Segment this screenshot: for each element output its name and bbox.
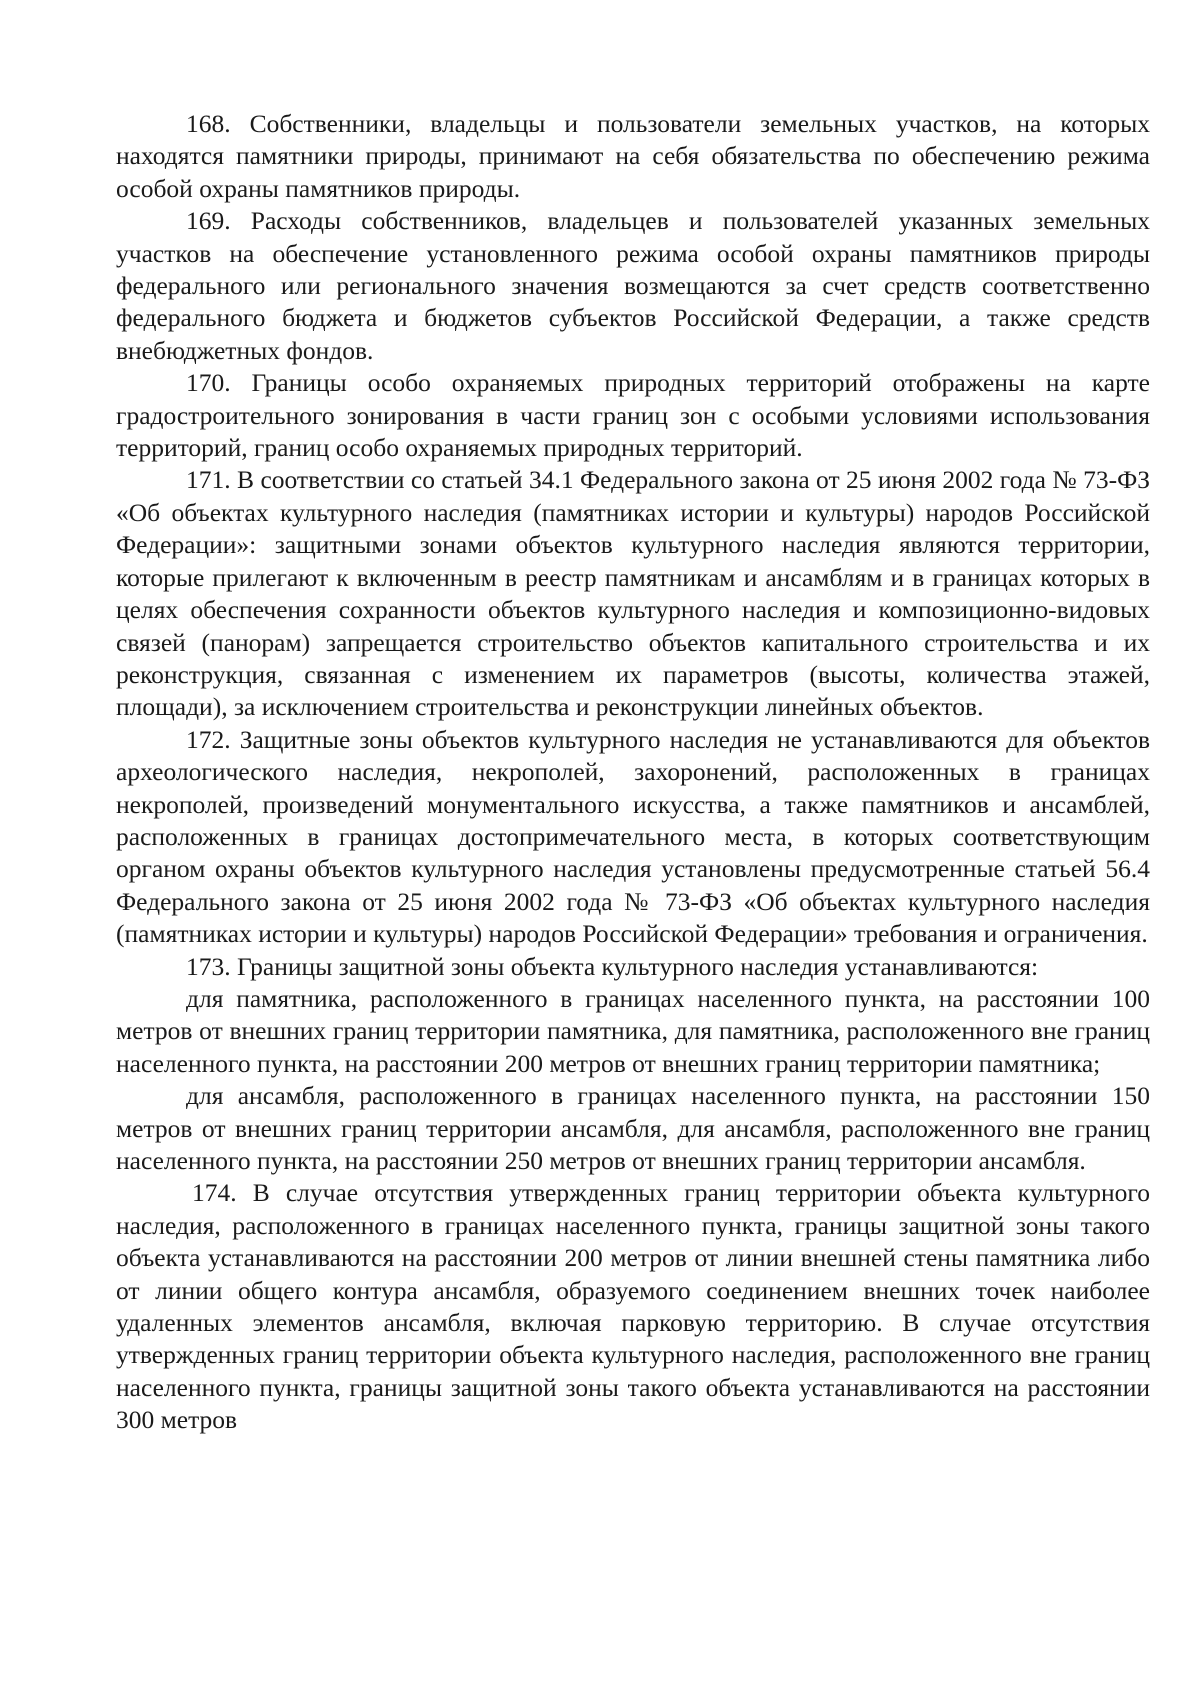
paragraph-169: 169. Расходы собственников, владельцев и пользователей указанных земельных участков на обеспечение установленного режима особой охраны памятников природы федерального или регионального значения возмещаются за счет средств соответственно федерального бюджета и бюджетов субъектов Российской Федерации, а также средств внебюджетных фондов. bbox=[116, 206, 1150, 365]
paragraph-174: 174. В случае отсутствия утвержденных границ территории объекта культурного наследия, расположенного в границах населенного пункта, границы защитной зоны такого объекта устанавливаются на расстоянии 200 метров от линии внешней стены памятника либо от линии общего контура ансамбля, образуемого соединением внешних точек наиболее удаленных элементов ансамбля, включая парковую территорию. В случае отсутствия утвержденных границ территории объекта культурного наследия, расположенного вне границ населенного пункта, границы защитной зоны такого объекта устанавливаются на расстоянии 300 метров bbox=[116, 1178, 1150, 1435]
paragraph-170: 170. Границы особо охраняемых природных территорий отображены на карте градостроительного зонирования в части границ зон с особыми условиями использования территорий, границ особо охраняемых природных территорий. bbox=[116, 368, 1150, 463]
paragraph-168: 168. Собственники, владельцы и пользователи земельных участков, на которых находятся памятники природы, принимают на себя обязательства по обеспечению режима особой охраны памятников природы. bbox=[116, 109, 1150, 203]
paragraph-173: 173. Границы защитной зоны объекта культурного наследия устанавливаются: bbox=[186, 951, 1039, 981]
paragraph-173-ensemble: для ансамбля, расположенного в границах населенного пункта, на расстоянии 150 метров от внешних границ территории ансамбля, для ансамбля, расположенного вне границ населенного пункта, на расстоянии 250 метров от внешних границ территории ансамбля. bbox=[116, 1081, 1150, 1175]
paragraph-172: 172. Защитные зоны объектов культурного наследия не устанавливаются для объектов археологического наследия, некрополей, захоронений, расположенных в границах некрополей, произведений монументального искусства, а также памятников и ансамблей, расположенных в границах достопримечательного места, в которых соответствующим органом охраны объектов культурного наследия установлены предусмотренные статьей 56.4 Федерального закона от 25 июня 2002 года № 73-ФЗ «Об объектах культурного наследия (памятниках истории и культуры) народов Российской Федерации» требования и ограничения. bbox=[116, 724, 1150, 949]
paragraph-171: 171. В соответствии со статьей 34.1 Федерального закона от 25 июня 2002 года № 73-ФЗ «Об объектах культурного наследия (памятниках истории и культуры) народов Российской Федерации»: защитными зонами объектов культурного наследия являются территории, которые прилегают к включенным в реестр памятникам и ансамблям и в границах которых в целях обеспечения сохранности объектов культурного наследия и композиционно-видовых связей (панорам) запрещается строительство объектов капитального строительства и их реконструкция, связанная с изменением их параметров (высоты, количества этажей, площади), за исключением строительства и реконструкции линейных объектов. bbox=[116, 465, 1150, 722]
document-page bbox=[116, 108, 1150, 1437]
paragraph-173-monument: для памятника, расположенного в границах населенного пункта, на расстоянии 100 метров от внешних границ территории памятника, для памятника, расположенного вне границ населенного пункта, на расстоянии 200 метров от внешних границ территории памятника; bbox=[116, 983, 1150, 1078]
